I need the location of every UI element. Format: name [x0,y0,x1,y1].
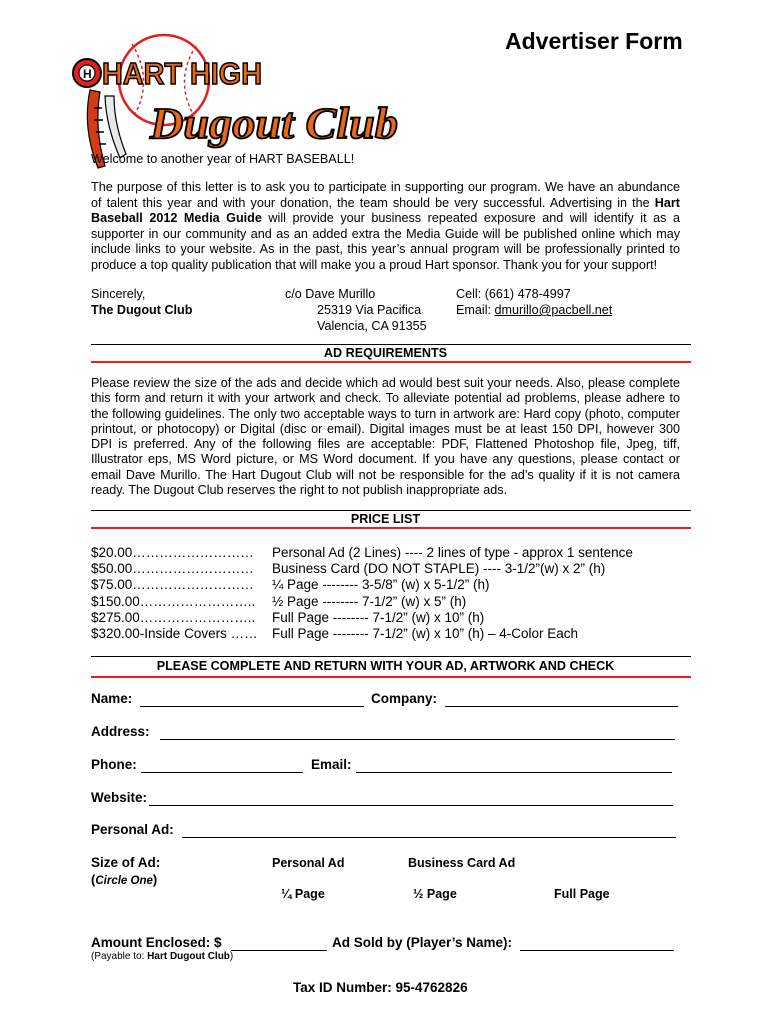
signature-block [91,286,192,318]
price-description: Full Page -------- 7-1/2” (w) x 10” (h) – 4-Color Each [272,626,579,641]
email-link[interactable]: dmurillo@pacbell.net [494,303,613,317]
size-of-ad-label: Size of Ad: [91,855,161,870]
price-description: ¼ Page -------- 3-5/8” (w) x 5-1/2” (h) [272,577,490,592]
divider-red [91,527,691,529]
address-label: Address: [91,724,150,739]
logo-hart-high: HART HIGH [102,56,262,91]
option-quarter-page[interactable]: ¼ Page [281,887,325,901]
price-description: Personal Ad (2 Lines) ---- 2 lines of type - approx 1 sentence [272,545,633,560]
amount-enclosed-label: Amount Enclosed: $ [91,935,222,950]
price-amount: $150.00…………………….. [91,594,256,609]
media-guide-name: Hart Baseball 2012 Media Guide [91,195,680,226]
website-label: Website: [91,790,148,805]
divider-red [91,361,691,363]
address-street: 25319 Via Pacifica [317,303,422,317]
sold-by-field[interactable] [520,950,674,951]
name-field[interactable] [140,706,364,707]
personal-ad-label: Personal Ad: [91,822,174,837]
letter-paragraph [91,180,680,274]
divider-red [91,676,691,678]
sender-name: The Dugout Club [91,303,193,317]
price-list-title: PRICE LIST [350,512,421,526]
email-line [456,302,612,318]
address-city: Valencia, CA 91355 [317,319,427,333]
price-description: Business Card (DO NOT STAPLE) ---- 3-1/2”(w) x 2” (h) [272,561,606,576]
tax-id: Tax ID Number: 95-4762826 [293,980,468,995]
address-field[interactable] [160,739,675,740]
divider [91,344,691,345]
price-amount: $75.00……………………… [91,577,254,592]
payable-to: Hart Dugout Club [147,951,230,962]
circle-one-open: ( [91,872,96,887]
cell-phone: Cell: (661) 478-4997 [456,287,571,301]
option-personal-ad[interactable]: Personal Ad [272,856,345,870]
website-field[interactable] [149,805,673,806]
sold-by-label: Ad Sold by (Player’s Name): [332,935,513,950]
payable-note [91,951,233,962]
circle-one-close: ) [152,872,158,887]
option-full-page[interactable]: Full Page [554,887,610,901]
price-amount: $50.00……………………… [91,561,254,576]
circle-one-note [91,872,157,887]
letter-text-rest: will provide your business repeated exposure and will identify it as a supporter in our community and as an added extra the Media Guide will be published online which may include links to your website. As in the past, this year’s annual program will be professionally printed to produce a top quality publication that will make you a proud Hart sponsor. Thank you for your support! [91,211,681,272]
form-section-title: PLEASE COMPLETE AND RETURN WITH YOUR AD, ARTWORK AND CHECK [156,659,615,673]
price-description: ½ Page -------- 7-1/2” (w) x 5” (h) [272,594,467,609]
contact-info [456,286,612,318]
price-description: Full Page -------- 7-1/2” (w) x 10” (h) [272,610,485,625]
form-title: Advertiser Form [505,28,683,54]
option-half-page[interactable]: ½ Page [413,887,457,901]
name-label: Name: [91,691,133,706]
ad-requirements-title: AD REQUIREMENTS [323,346,448,360]
letter-text: The purpose of this letter is to ask you to participate in supporting our program. We have an abundance of talent this year and with your donation, the team should be very successful. Advertising in the [91,180,680,210]
email-label: Email: [456,303,491,317]
welcome-line: Welcome to another year of HART BASEBALL! [91,152,355,166]
price-amount: $275.00…………………….. [91,610,256,625]
mailing-address [285,286,427,334]
circle-one-text: Circle One [95,875,153,887]
price-amount: $320.00-Inside Covers …… [91,626,258,641]
email-field[interactable] [356,772,672,773]
company-label: Company: [371,691,438,706]
sincerely: Sincerely, [91,287,146,301]
amount-field[interactable] [231,950,327,951]
company-field[interactable] [445,706,678,707]
phone-field[interactable] [141,772,303,773]
personal-ad-field[interactable] [182,837,676,838]
logo-dugout-club: Dugout Club [148,99,398,148]
ad-requirements-text: Please review the size of the ads and decide which ad would best suit your needs. Also, please complete this form and return it with your artwork and check. To alleviate potential ad problems, please adhere to the following guidelines. The only two acceptable ways to turn in artwork are: Hard copy (photo, computer printout, or photocopy) or Digital (disc or email). Digital images must be at least 150 DPI, however 300 DPI is preferred. Any of the following files are acceptable: PDF, Flattened Photoshop file, Jpeg, tiff, Illustrator eps, MS Word picture, or MS Word document. If you have any questions, please contact or email Dave Murillo. The Hart Dugout Club will not be responsible for the ad’s quality if it is not camera ready. The Dugout Club reserves the right to not publish inappropriate ads. [91,376,680,498]
option-business-card-ad[interactable]: Business Card Ad [408,856,516,870]
divider [91,656,691,657]
payable-suffix: ) [229,951,234,962]
phone-label: Phone: [91,757,137,772]
address-co: c/o Dave Murillo [285,287,376,301]
divider [91,510,691,511]
logo-letter: H [83,67,92,81]
email-form-label: Email: [311,757,352,772]
payable-prefix: (Payable to: [91,951,145,962]
price-amount: $20.00……………………… [91,545,254,560]
